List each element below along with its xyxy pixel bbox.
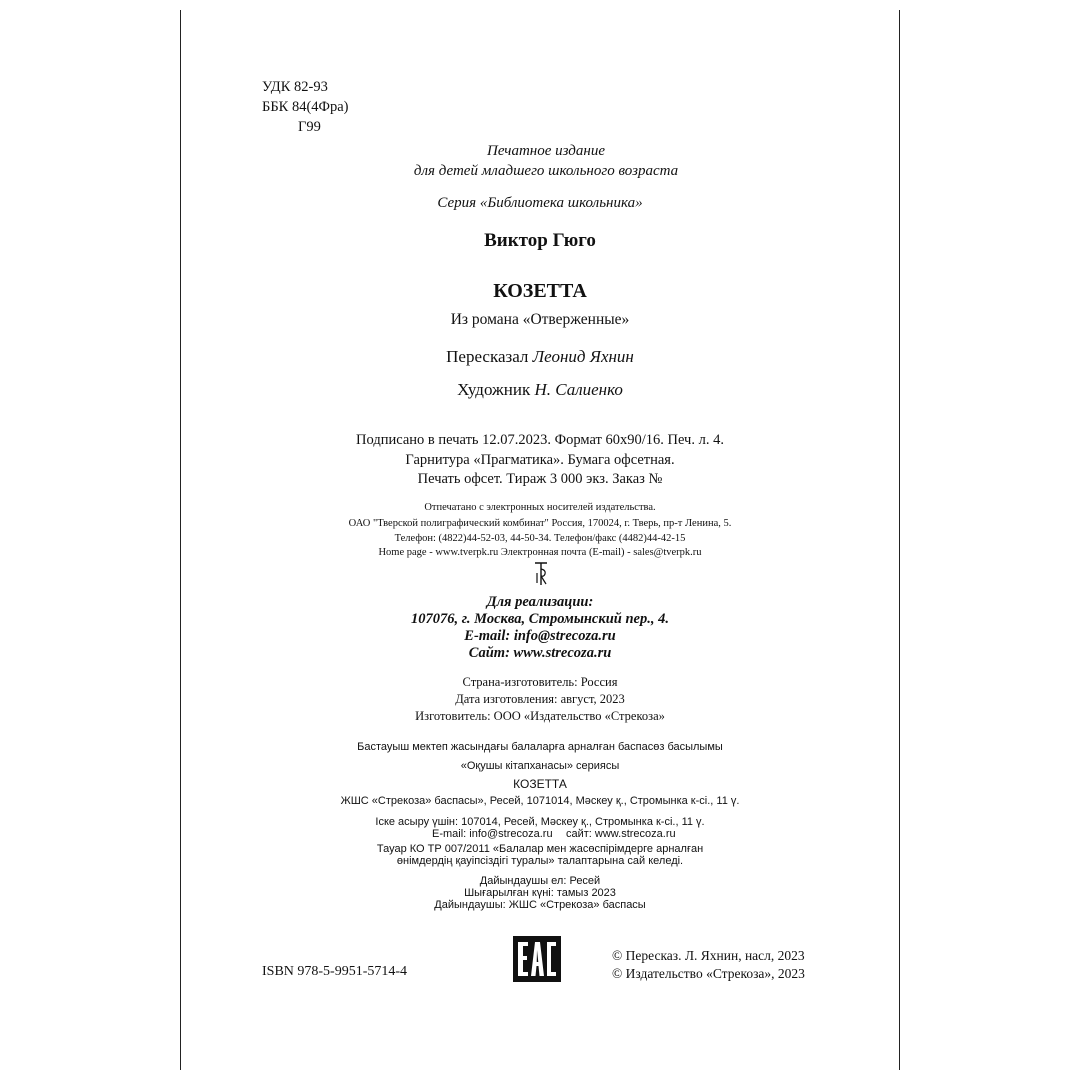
- manufacturer-line: Страна-изготовитель: Россия: [462, 675, 618, 689]
- eac-mark-icon: [513, 936, 561, 982]
- distribution-line: Сайт: www.strecoza.ru: [468, 645, 612, 661]
- distribution-line: 107076, г. Москва, Стромынский пер., 4.: [411, 611, 669, 627]
- printer-info-line: Отпечатано с электронных носителей издательства.: [424, 502, 656, 513]
- reteller-name: Леонид Яхнин: [532, 347, 634, 366]
- kazakh-date: Шығарылған күні: тамыз 2023: [464, 887, 616, 899]
- kazakh-standard: өнімдердің қауіпсіздігі туралы» талаптарына сай келеді.: [396, 855, 684, 867]
- reteller-label: Пересказал: [446, 347, 529, 366]
- edition-type: Печатное издание: [487, 143, 605, 159]
- bbk-code: ББК 84(4Фра): [262, 99, 349, 115]
- print-info-line: Гарнитура «Прагматика». Бумага офсетная.: [405, 452, 675, 468]
- kazakh-line: Бастауыш мектеп жасындағы балаларға арналған баспасөз басылымы: [357, 741, 723, 753]
- reteller-line: [446, 347, 634, 367]
- kazakh-email: E-mail: info@strecoza.ru: [432, 828, 553, 840]
- artist-name: Н. Салиенко: [534, 380, 623, 399]
- copyright-publisher: © Издательство «Стрекоза», 2023: [612, 966, 805, 981]
- kazakh-site: сайт: www.strecoza.ru: [566, 828, 676, 840]
- kazakh-address: Іске асыру үшін: 107014, Ресей, Мәскеу қ., Стромынка к-сі., 11 ү.: [375, 816, 705, 828]
- kazakh-standard: Тауар КО ТР 007/2011 «Балалар мен жасөспірімдерге арналған: [376, 843, 704, 855]
- printer-logo-icon: [534, 561, 548, 587]
- kazakh-publisher: ЖШС «Стрекоза» баспасы», Ресей, 1071014, Мәскеу қ., Стромынка к-сі., 11 ү.: [340, 795, 740, 807]
- artist-label: Художник: [457, 380, 531, 399]
- author-mark-code: Г99: [298, 119, 321, 135]
- printer-info-line: ОАО "Тверской полиграфический комбинат" Россия, 170024, г. Тверь, пр-т Ленина, 5.: [348, 518, 732, 529]
- udk-code: УДК 82-93: [262, 79, 328, 95]
- distribution-line: E-mail: info@strecoza.ru: [464, 628, 616, 644]
- book-subtitle: Из романа «Отверженные»: [450, 311, 630, 328]
- edition-audience: для детей младшего школьного возраста: [413, 163, 679, 179]
- book-title: КОЗЕТТА: [493, 280, 587, 302]
- isbn: ISBN 978-5-9951-5714-4: [262, 964, 408, 979]
- series-name: Серия «Библиотека школьника»: [437, 195, 643, 211]
- book-author: Виктор Гюго: [484, 230, 596, 251]
- kazakh-series: «Оқушы кітапханасы» сериясы: [460, 760, 620, 772]
- manufacturer-line: Изготовитель: ООО «Издательство «Стрекоза»: [415, 709, 665, 723]
- kazakh-title: КОЗЕТТА: [513, 777, 567, 791]
- distribution-line: Для реализации:: [486, 594, 594, 610]
- manufacturer-line: Дата изготовления: август, 2023: [455, 692, 625, 706]
- printer-info-line: Телефон: (4822)44-52-03, 44-50-34. Телефон/факс (4482)44-42-15: [394, 533, 686, 544]
- copyright-retelling: © Пересказ. Л. Яхнин, насл, 2023: [612, 948, 805, 963]
- kazakh-country: Дайындаушы ел: Ресей: [479, 875, 601, 887]
- printer-info-line: Home page - www.tverpk.ru Электронная почта (E-mail) - sales@tverpk.ru: [378, 547, 702, 558]
- print-info-line: Печать офсет. Тираж 3 000 экз. Заказ №: [417, 471, 663, 487]
- print-info-line: Подписано в печать 12.07.2023. Формат 60х90/16. Печ. л. 4.: [356, 432, 724, 448]
- artist-line: [457, 380, 623, 400]
- kazakh-maker: Дайындаушы: ЖШС «Стрекоза» баспасы: [434, 899, 646, 911]
